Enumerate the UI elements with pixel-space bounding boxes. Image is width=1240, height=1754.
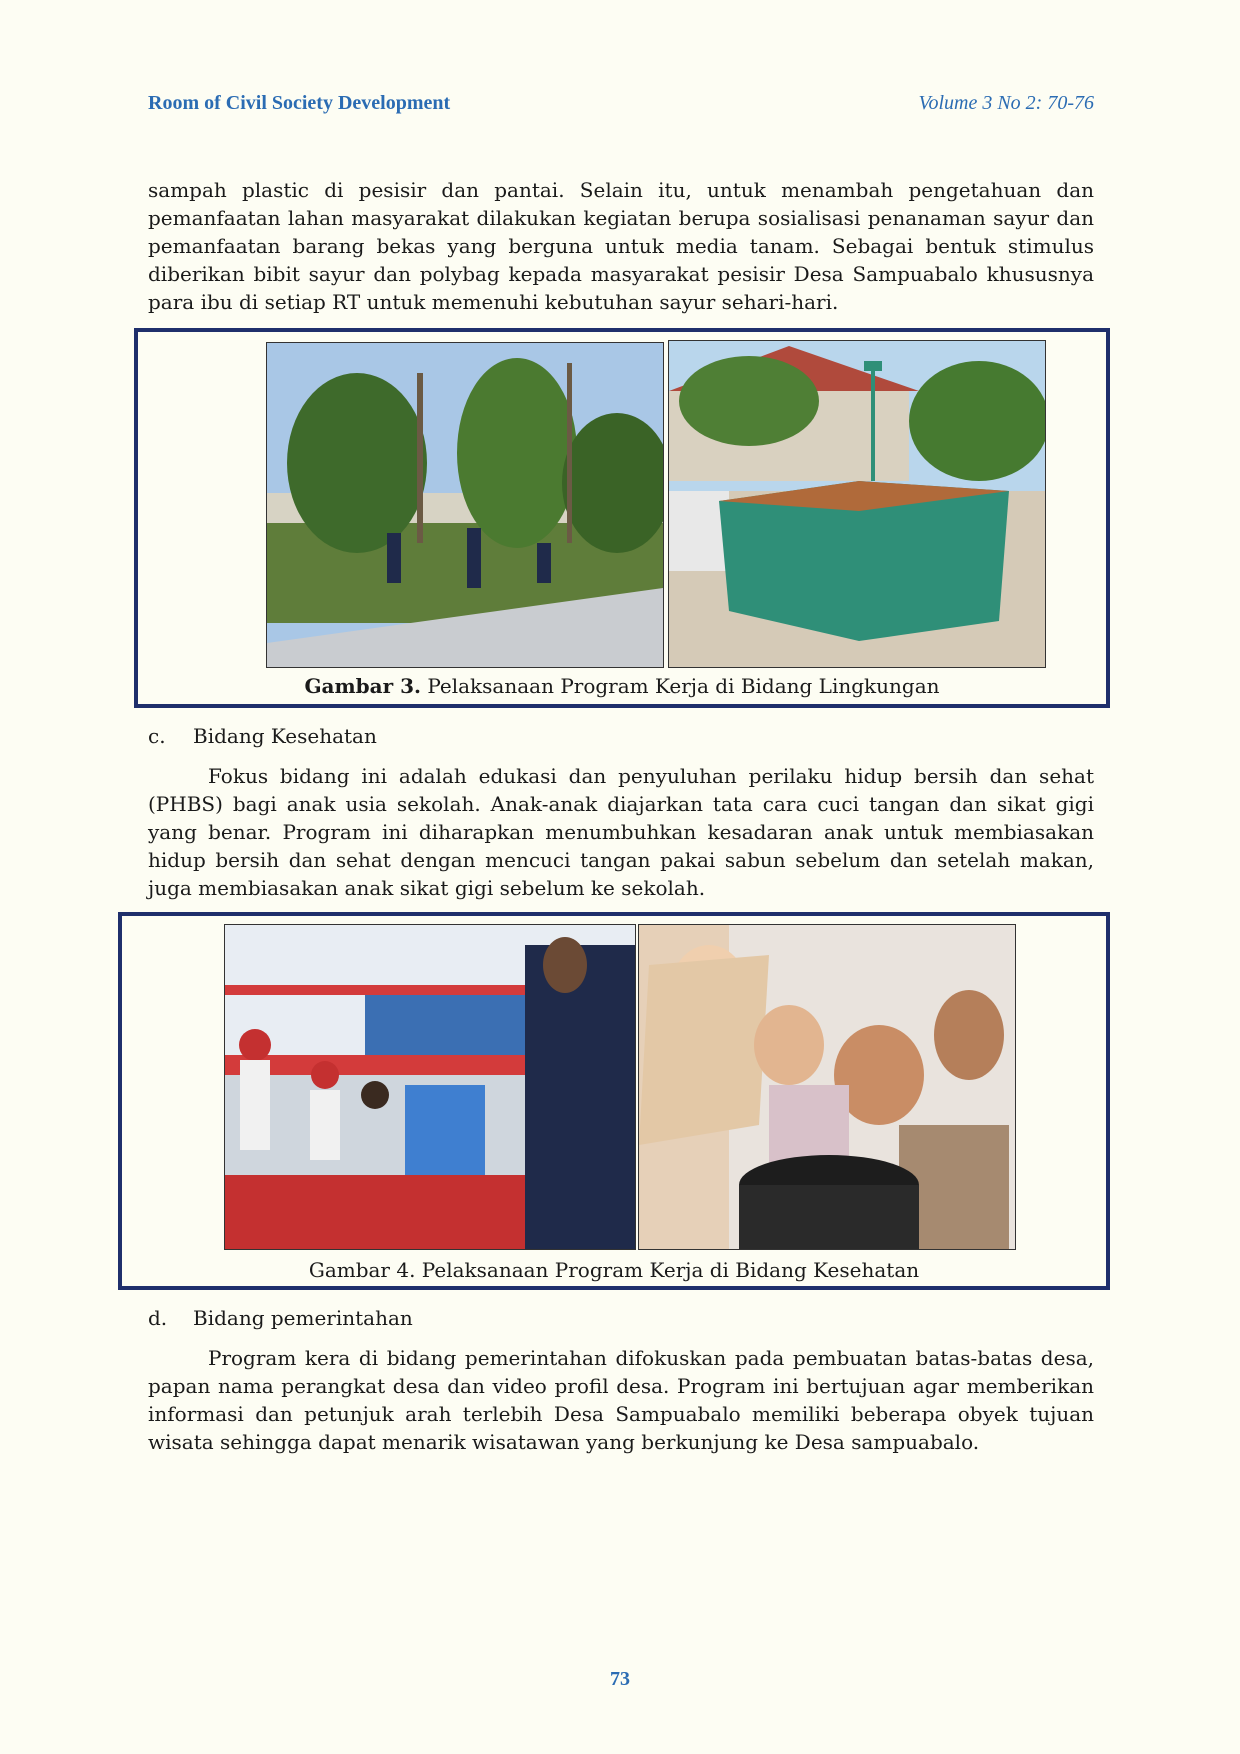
figure-3-caption	[138, 672, 1106, 700]
section-c-paragraph: Fokus bidang ini adalah edukasi dan penyuluhan perilaku hidup bersih dan sehat (PHBS) bagi anak usia sekolah. Anak-anak diajarkan tata cara cuci tangan dan sikat gigi yang benar. Program ini diharapkan menumbuhkan kesadaran anak untuk membiasakan hidup bersih dan sehat dengan mencuci tangan pakai sabun sebelum dan setelah makan, juga membiasakan anak sikat gigi sebelum ke sekolah.	[148, 764, 1094, 900]
photo-garbage-bin	[668, 340, 1046, 668]
section-d-heading	[148, 1304, 413, 1332]
page-number: 73	[610, 1668, 630, 1690]
section-c-letter: c.	[148, 724, 166, 748]
photo-cleanup-activity	[266, 342, 664, 668]
photo-handwashing-school	[224, 924, 636, 1250]
journal-title: Room of Civil Society Development	[148, 92, 451, 114]
section-c-heading	[148, 722, 377, 750]
figure-3-caption-text: Pelaksanaan Program Kerja di Bidang Lingkungan	[420, 674, 940, 698]
intro-paragraph: sampah plastic di pesisir dan pantai. Selain itu, untuk menambah pengetahuan dan pemanfaatan lahan masyarakat dilakukan kegiatan berupa sosialisasi penanaman sayur dan pemanfaatan barang bekas yang berguna untuk media tanam. Sebagai bentuk stimulus diberikan bibit sayur dan polybag kepada masyarakat pesisir Desa Sampuabalo khususnya para ibu di setiap RT untuk memenuhi kebutuhan sayur sehari-hari.	[148, 178, 1094, 314]
figure-3-label: Gambar 3.	[304, 674, 421, 698]
figure-3	[134, 328, 1110, 708]
figure-4	[118, 912, 1110, 1290]
section-c-title: Bidang Kesehatan	[193, 724, 377, 748]
figure-4-caption: Gambar 4. Pelaksanaan Program Kerja di Bidang Kesehatan	[308, 1258, 920, 1282]
journal-volume: Volume 3 No 2: 70-76	[918, 92, 1094, 114]
section-d-title: Bidang pemerintahan	[193, 1306, 413, 1330]
photo-children-washing	[638, 924, 1016, 1250]
section-d-letter: d.	[148, 1306, 168, 1330]
section-d-paragraph: Program kera di bidang pemerintahan difokuskan pada pembuatan batas-batas desa, papan nama perangkat desa dan video profil desa. Program ini bertujuan agar memberikan informasi dan petunjuk arah terlebih Desa Sampuabalo memiliki beberapa obyek tujuan wisata sehingga dapat menarik wisatawan yang berkunjung ke Desa sampuabalo.	[148, 1346, 1094, 1454]
